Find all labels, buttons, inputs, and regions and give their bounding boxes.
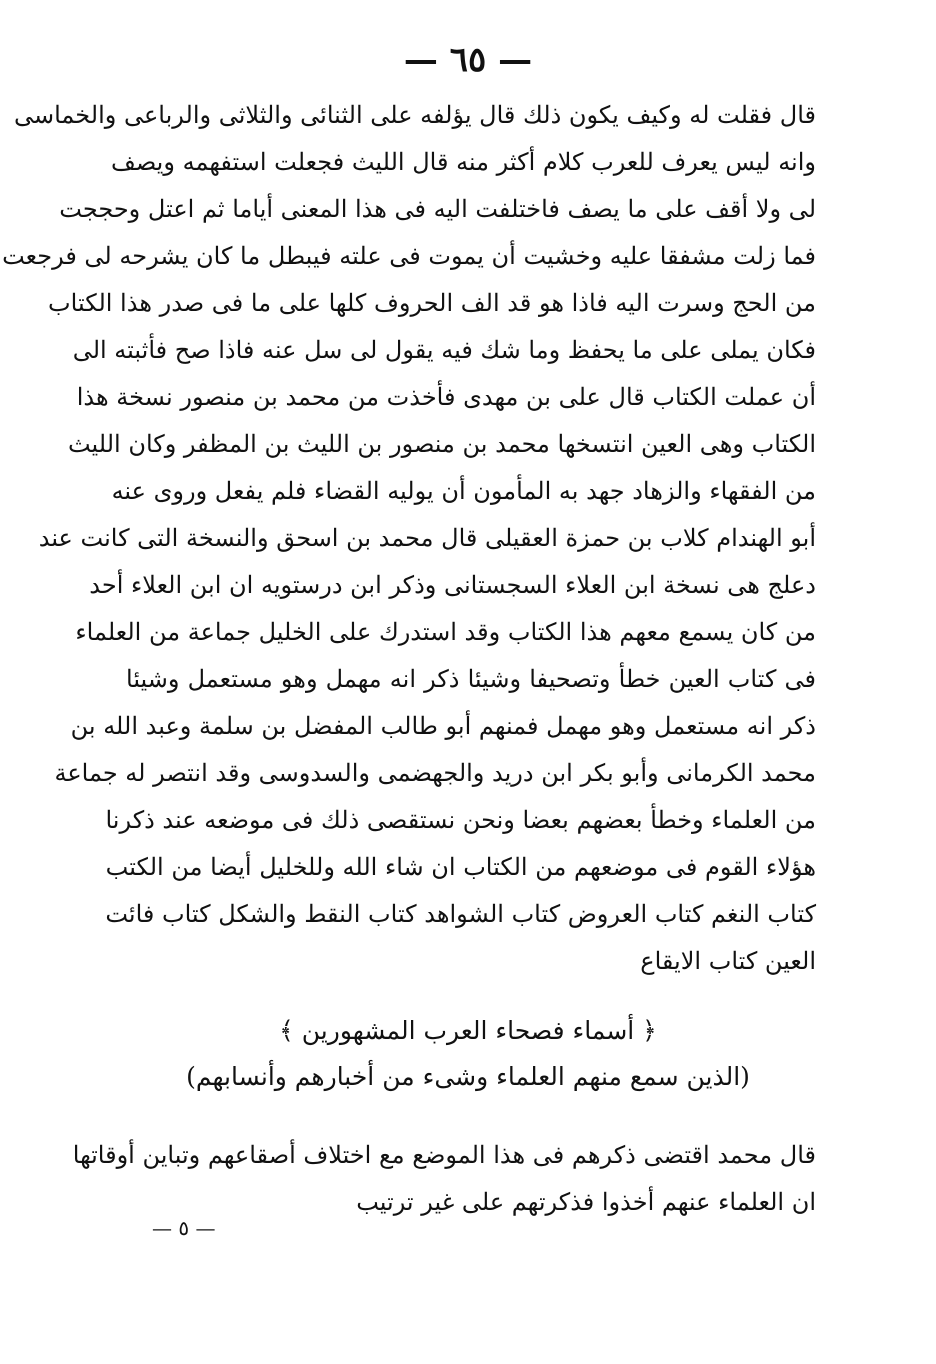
text-line: العين كتاب الايقاع — [640, 947, 816, 975]
text-line: لى ولا أقف على ما يصف فاختلفت اليه فى هذا المعنى أياما ثم اعتل وحججت — [59, 195, 816, 223]
text-line: من الفقهاء والزهاد جهد به المأمون أن يوليه القضاء فلم يفعل وروى عنه — [111, 477, 816, 505]
text-line: قال محمد اقتضى ذكرهم فى هذا الموضع مع اختلاف أصقاعهم وتباين أوقاتها — [72, 1141, 816, 1169]
text-line: أبو الهندام كلاب بن حمزة العقيلى قال محمد بن اسحق والنسخة التى كانت عند — [38, 524, 816, 552]
text-line: وانه ليس يعرف للعرب كلام أكثر منه قال الليث فجعلت استفهمه ويصف — [111, 148, 816, 176]
text-line: فكان يملى على ما يحفظ وما شك فيه يقول لى سل عنه فاذا صح فأثبته الى — [72, 336, 816, 364]
page-number: — ٦٥ — — [403, 40, 533, 80]
signature-mark: — ٥ — — [152, 1216, 216, 1240]
text-line: من الحج وسرت اليه فاذا هو قد الف الحروف كلها على ما فى صدر هذا الكتاب — [48, 289, 816, 317]
body-text — [2, 92, 816, 985]
text-line: فى كتاب العين خطأ وتصحيفا وشيئا ذكر انه مهمل وهو مستعمل وشيئا — [126, 665, 816, 693]
section-subheading: (الذين سمع منهم العلماء وشىء من أخبارهم وأنسابهم) — [186, 1062, 750, 1091]
text-line: الكتاب وهى العين انتسخها محمد بن منصور بن الليث بن المظفر وكان الليث — [67, 430, 816, 458]
text-line: من العلماء وخطأ بعضهم بعضا ونحن نستقصى ذلك فى موضعه عند ذكرنا — [105, 806, 816, 834]
text-line: ذكر انه مستعمل وهو مهمل فمنهم أبو طالب المفضل بن سلمة وعبد الله بن — [70, 712, 816, 740]
text-line: من كان يسمع معهم هذا الكتاب وقد استدرك على الخليل جماعة من العلماء — [75, 618, 816, 646]
text-line: ان العلماء عنهم أخذوا فذكرتهم على غير ترتيب — [356, 1188, 816, 1216]
closing-paragraph — [72, 1132, 816, 1226]
text-line: هؤلاء القوم فى موضعهم من الكتاب ان شاء الله وللخليل أيضا من الكتب — [105, 853, 816, 881]
text-line: دعلج هى نسخة ابن العلاء السجستانى وذكر ابن درستويه ان ابن العلاء أحد — [89, 571, 816, 599]
section-heading: ﴿ أسماء فصحاء العرب المشهورين ﴾ — [279, 1016, 657, 1045]
text-line: أن عملت الكتاب قال على بن مهدى فأخذت من محمد بن منصور نسخة هذا — [76, 383, 816, 411]
text-line: فما زلت مشفقا عليه وخشيت أن يموت فى علته فيبطل ما كان يشرحه لى فرجعت — [2, 242, 816, 270]
text-line: كتاب النغم كتاب العروض كتاب الشواهد كتاب النقط والشكل كتاب فائت — [105, 900, 816, 928]
text-line: قال فقلت له وكيف يكون ذلك قال يؤلفه على الثنائى والثلاثى والرباعى والخماسى — [13, 101, 816, 129]
text-line: محمد الكرمانى وأبو بكر ابن دريد والجهضمى والسدوسى وقد انتصر له جماعة — [54, 759, 816, 787]
